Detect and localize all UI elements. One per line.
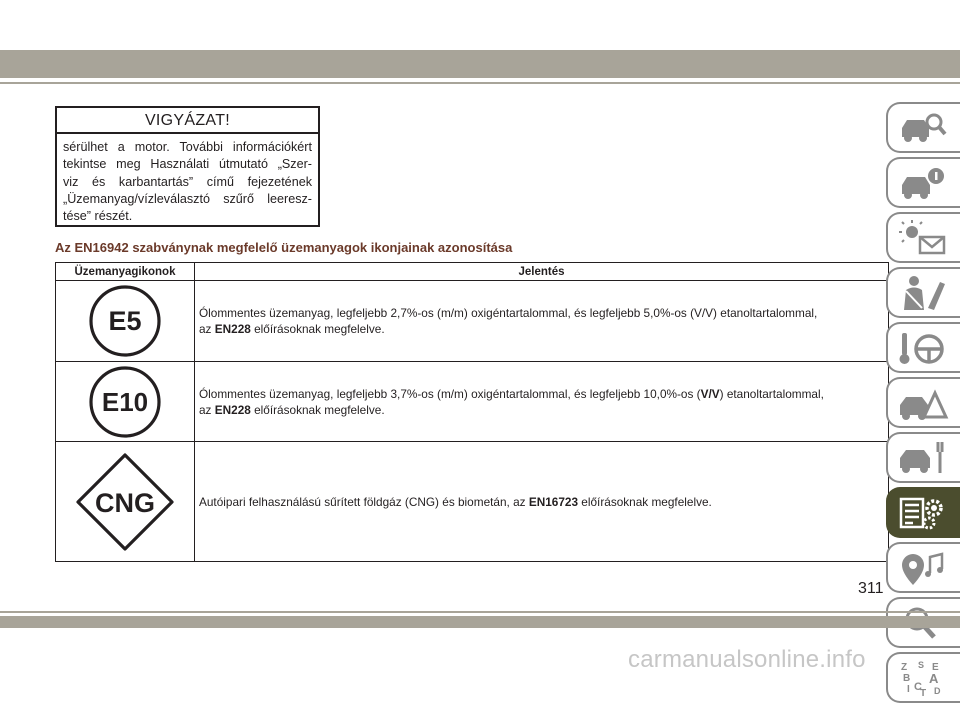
fuel-icons-table <box>55 262 889 562</box>
tab-in-case-of-emergency[interactable] <box>886 377 960 428</box>
page-number: 311 <box>858 580 884 597</box>
tab-getting-to-know-vehicle[interactable] <box>886 102 960 153</box>
caution-text <box>57 134 318 225</box>
car-wrench-icon <box>898 439 948 477</box>
index-letter: S <box>918 660 925 670</box>
caution-line: tése” részét. <box>63 209 133 224</box>
meaning-text: előírásoknak megfelelve. <box>578 494 712 509</box>
meaning-text: előírásoknak megfelelve. <box>250 322 385 336</box>
caution-box <box>55 106 320 227</box>
index-letter: E <box>932 662 939 673</box>
table-row <box>56 442 889 562</box>
index-letter: D <box>934 686 941 696</box>
index-letter: A <box>929 671 939 686</box>
e5-fuel-icon <box>88 284 162 358</box>
standard-reference: EN228 <box>214 402 251 417</box>
caution-line: sérülhet a motor. További információkért <box>63 140 312 154</box>
index-letter: B <box>903 673 911 684</box>
fuel-meaning-cell <box>195 442 889 562</box>
fuel-meaning-cell <box>195 281 889 362</box>
meaning-text: ) etanoltartalommal, <box>719 386 824 401</box>
table-row <box>56 362 889 442</box>
standard-reference: EN16723 <box>528 494 579 509</box>
caution-line: „Üzemanyag/vízleválasztó szűrő leeresz- <box>63 191 312 206</box>
tab-starting-and-operating[interactable] <box>886 267 960 318</box>
top-divider-line <box>0 82 960 84</box>
warning-light-envelope-icon <box>898 219 948 257</box>
tab-technical-specifications[interactable] <box>886 487 960 538</box>
fuel-icon-cell <box>56 442 195 562</box>
column-header-icons: Üzemanyagikonok <box>56 263 195 281</box>
top-decorative-band <box>0 50 960 78</box>
car-info-icon <box>898 164 948 202</box>
e10-fuel-icon <box>88 365 162 439</box>
cng-icon-label: CNG <box>95 487 155 518</box>
caution-title: VIGYÁZAT! <box>57 108 318 134</box>
e5-icon-label: E5 <box>108 306 142 336</box>
table-header-row <box>56 263 889 281</box>
media-navigation-icon <box>898 549 948 587</box>
meaning-text: az <box>199 322 215 336</box>
bottom-decorative-band <box>0 616 960 628</box>
tab-servicing-maintenance[interactable] <box>886 432 960 483</box>
car-warning-triangle-icon <box>898 384 948 422</box>
caution-line: tekintse meg Használati útmutató „Szer- <box>63 157 312 172</box>
alphabetical-index-icon <box>898 659 948 697</box>
table-row <box>56 281 889 362</box>
fuel-icon-cell <box>56 362 195 442</box>
section-heading: Az EN16942 szabványnak megfelelő üzemanyagok ikonjainak azonosítása <box>55 240 513 255</box>
fuel-icon-cell <box>56 281 195 362</box>
tab-dashboard[interactable] <box>886 157 960 208</box>
e10-icon-label: E10 <box>101 386 149 417</box>
meaning-text: Autóipari felhasználású sűrített földgáz (CNG) és biometán, az <box>199 494 529 509</box>
tab-alphabetical-index[interactable] <box>886 652 960 703</box>
tab-safety[interactable] <box>886 212 960 263</box>
fuel-meaning-cell <box>195 362 889 442</box>
standard-reference: EN228 <box>214 322 251 336</box>
steering-wheel-icon <box>898 329 948 367</box>
meaning-text: Ólommentes üzemanyag, legfeljebb 2,7%-os (m/m) oxigéntartalommal, és legfeljebb 5,0%-os (V/V) etanoltartalommal, <box>199 306 818 320</box>
car-magnifier-icon <box>898 109 948 147</box>
watermark: carmanualsonline.info <box>628 646 866 673</box>
person-seatbelt-icon <box>898 274 948 312</box>
cng-fuel-icon <box>75 452 175 552</box>
caution-line: viz és karbantartás” című fejezetének <box>63 174 312 189</box>
unit-reference: V/V <box>700 386 720 401</box>
index-letter: C <box>914 681 922 693</box>
index-letter: T <box>920 688 927 699</box>
index-letter: Z <box>901 662 908 673</box>
tab-multimedia[interactable] <box>886 542 960 593</box>
index-letter: I <box>907 684 910 695</box>
meaning-text: előírásoknak megfelelve. <box>250 402 385 417</box>
spec-list-gear-icon <box>898 494 948 532</box>
bottom-divider-line <box>0 611 960 613</box>
meaning-text: Ólommentes üzemanyag, legfeljebb 3,7%-os (m/m) oxigéntartalommal, és legfeljebb 10,0%-os ( <box>199 386 701 401</box>
tab-driving[interactable] <box>886 322 960 373</box>
column-header-meaning: Jelentés <box>195 263 889 281</box>
meaning-text: az <box>199 402 215 417</box>
